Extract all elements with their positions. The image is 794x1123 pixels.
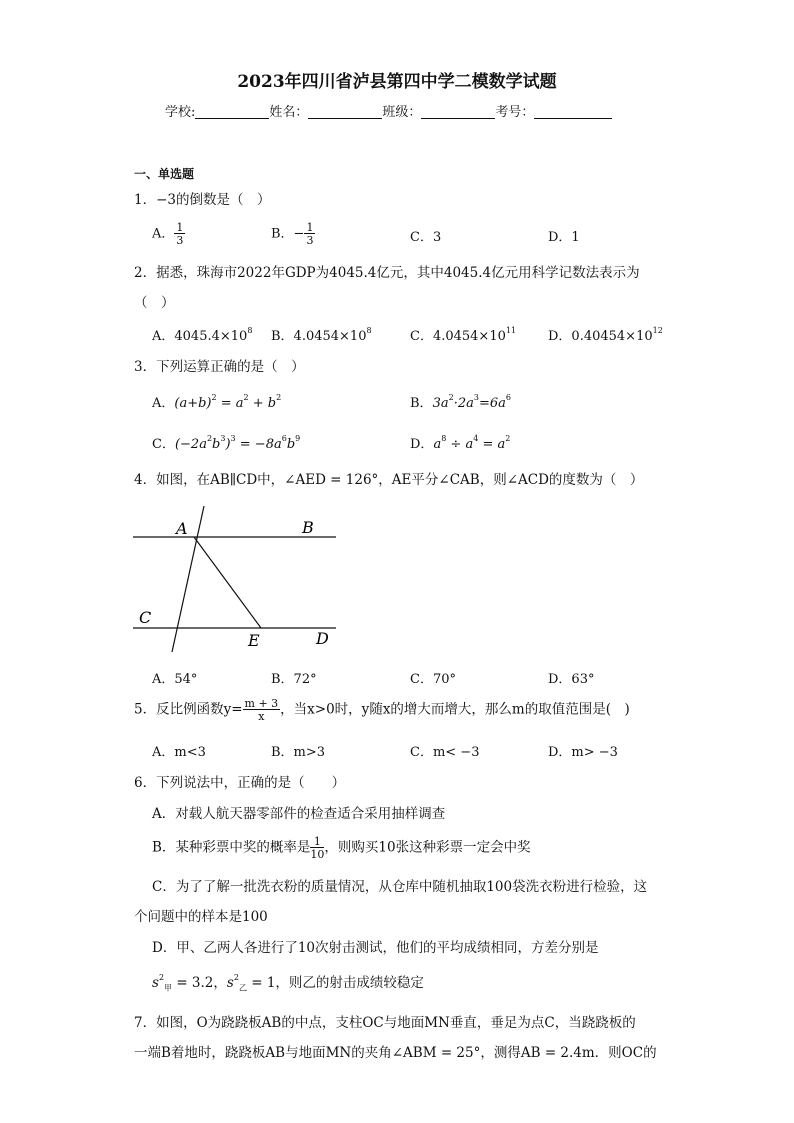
q5-option-a: A．m<3: [152, 745, 206, 760]
school-blank: [195, 105, 269, 119]
q5-option-c: C．m< −3: [410, 745, 480, 760]
q2-option-c: C．$4.0454\times 10^{11}$: [410, 326, 517, 344]
q1-a-fraction: $\frac{1}{3}$: [176, 221, 184, 247]
q4-option-a: A．54°: [152, 672, 198, 687]
label-b: B: [302, 518, 314, 537]
q6-option-c-line1: C．为了了解一批洗衣粉的质量情况，从仓库中随机抽取100袋洗衣粉进行检验，这: [152, 879, 648, 895]
q6-option-a: A．对载人航天器零部件的检查适合采用抽样调查: [152, 806, 446, 822]
q2-option-a: A．$4045.4\times 10^8$: [152, 326, 253, 344]
q5-stem: 5．反比例函数y= $\frac{m + 3}{x}$ ，当x>0时，y随x的增大而增大，那么m的取值范围是( ): [134, 697, 630, 723]
q1-option-d: D．1: [548, 230, 580, 245]
name-blank: [308, 105, 382, 119]
q2-option-b: B．$4.0454\times 10^8$: [271, 326, 372, 344]
q7-line2: 一端B着地时，跷跷板AB与地面MN的夹角∠ABM = 25°，测得AB = 2.4m．则OC的: [134, 1045, 657, 1061]
q4-option-b: B．72°: [271, 672, 317, 687]
line-ae: [194, 537, 261, 628]
q4-stem: 4．如图，在AB∥CD中，∠AED = 126°，AE平分∠CAB，则∠ACD的度数为（ ）: [134, 472, 644, 488]
q4-figure: [128, 505, 343, 655]
school-label: 学校:: [165, 105, 196, 120]
q1-option-b: B．− $\frac{1}{3}$: [271, 221, 314, 247]
q6-option-d-line2: $s^2_甲 = 3.2$，$s^2_乙 = 1$，则乙的射击成绩较稳定: [152, 973, 424, 993]
q1-option-c: C．3: [410, 230, 442, 245]
q3-option-d: D．$a^8 \div a^4 = a^2$: [410, 434, 511, 452]
q5-fraction: $\frac{m + 3}{x}$: [244, 697, 279, 723]
q1-stem: 1．−3的倒数是（ ）: [134, 192, 271, 208]
q4-option-d: D．63°: [548, 672, 595, 687]
q5-option-d: D．m> −3: [548, 745, 618, 760]
q3-option-a: A．$(a+b)^2 = a^2 + b^2$: [152, 393, 282, 411]
q6-option-b: B．某种彩票中奖的概率是 $\frac{1}{10}$ ，则购买10张这种彩票一定会中奖: [152, 835, 531, 861]
q6-stem: 6．下列说法中，正确的是（ ）: [134, 775, 346, 791]
q6-option-d-line1: D．甲、乙两人各进行了10次射击测试，他们的平均成绩相同，方差分别是: [152, 940, 599, 956]
label-a: A: [176, 519, 188, 538]
name-label: 姓名：: [269, 105, 309, 120]
q7-line1: 7．如图，O为跷跷板AB的中点，支柱OC与地面MN垂直，垂足为点C，当跷跷板的: [134, 1015, 636, 1031]
q3-stem: 3．下列运算正确的是（ ）: [134, 359, 305, 375]
label-d: D: [316, 629, 329, 648]
label-e: E: [248, 631, 260, 650]
q1-b-fraction: $\frac{1}{3}$: [306, 221, 314, 247]
page-title: 2023年四川省泸县第四中学二模数学试题: [237, 72, 557, 92]
number-blank: [534, 105, 612, 119]
number-label: 考号：: [495, 105, 535, 120]
class-label: 班级：: [382, 105, 422, 120]
q3-option-c: C．$(-2a^2b^3)^3 = -8a^6b^9$: [152, 434, 301, 452]
class-blank: [421, 105, 495, 119]
q5-option-b: B．m>3: [271, 745, 326, 760]
q2-option-d: D．$0.40454\times 10^{12}$: [548, 326, 663, 344]
section-heading: 一、单选题: [134, 167, 195, 181]
q4-option-c: C．70°: [410, 672, 456, 687]
q6-b-fraction: $\frac{1}{10}$: [310, 835, 325, 861]
label-c: C: [139, 608, 152, 627]
q6-option-c-line2: 个问题中的样本是100: [134, 909, 268, 925]
student-info-line: [165, 105, 612, 119]
q2-stem-cont: （ ）: [134, 295, 175, 311]
q1-option-a: A． $\frac{1}{3}$: [152, 221, 184, 247]
q3-option-b: B．$3a^2\cdot 2a^3=6a^6$: [410, 393, 511, 411]
q2-stem: 2．据悉，珠海市2022年GDP为4045.4亿元，其中4045.4亿元用科学记数法表示为: [134, 265, 640, 281]
